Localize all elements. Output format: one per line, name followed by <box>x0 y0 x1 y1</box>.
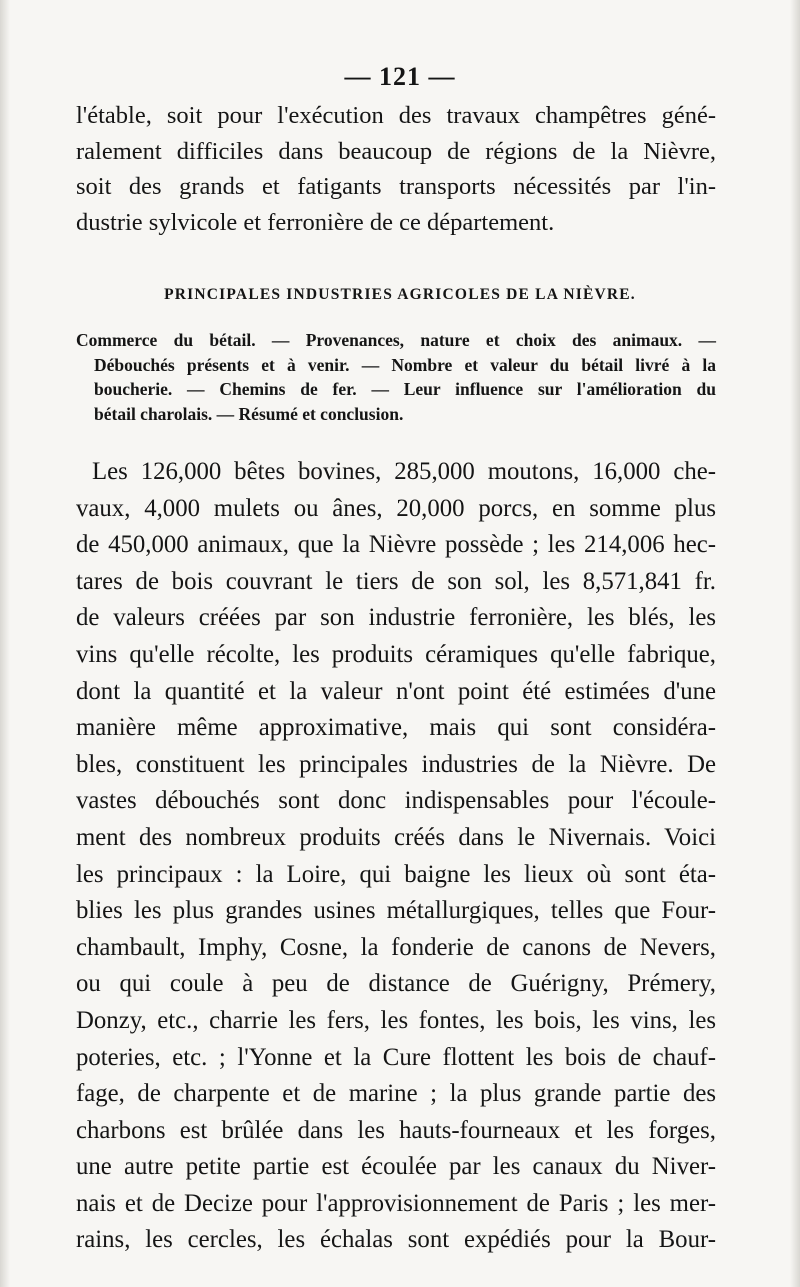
text-line: les principaux : la Loire, qui baigne les lieux où sont éta- <box>76 860 716 888</box>
main-paragraph <box>76 454 716 1259</box>
summary-line: Débouchés présents et à venir. — Nombre et valeur du bétail livré à la <box>94 354 716 375</box>
page-right-edge <box>790 0 800 1287</box>
text-line: Les 126,000 bêtes bovines, 285,000 moutons, 16,000 che- <box>92 458 716 485</box>
text-line: dont la quantité et la valeur n'ont point été estimées d'une <box>76 677 716 705</box>
text-line: ralement difficiles dans beaucoup de régions de la Nièvre, <box>76 137 716 165</box>
text-line: rains, les cercles, les échalas sont expédiés pour la Bour- <box>76 1226 716 1254</box>
text-line: Donzy, etc., charrie les fers, les fontes, les bois, les vins, les <box>76 1006 716 1034</box>
text-line: ment des nombreux produits créés dans le Nivernais. Voici <box>76 823 716 851</box>
text-line: vins qu'elle récolte, les produits céramiques qu'elle fabrique, <box>76 640 716 668</box>
text-line: dustrie sylvicole et ferronière de ce département. <box>76 208 555 236</box>
text-line: nais et de Decize pour l'approvisionnement de Paris ; les mer- <box>76 1189 716 1217</box>
text-line: vaux, 4,000 mulets ou ânes, 20,000 porcs, en somme plus <box>76 494 716 522</box>
summary-line: bétail charolais. — Résumé et conclusion. <box>94 403 404 424</box>
summary-line: Commerce du bétail. — Provenances, nature et choix des animaux. — <box>76 330 716 350</box>
text-line: vastes débouchés sont donc indispensables pour l'écoule- <box>76 787 716 815</box>
text-line: de 450,000 animaux, que la Nièvre possède ; les 214,006 hec- <box>76 531 716 559</box>
opening-paragraph <box>76 98 716 240</box>
text-line: blies les plus grandes usines métallurgiques, telles que Four- <box>76 897 716 925</box>
text-line: charbons est brûlée dans les hauts-fourneaux et les forges, <box>76 1116 716 1144</box>
text-line: de valeurs créées par son industrie ferronière, les blés, les <box>76 604 716 632</box>
text-line: une autre petite partie est écoulée par les canaux du Niver- <box>76 1153 716 1181</box>
text-line: ou qui coule à peu de distance de Guérigny, Prémery, <box>76 970 716 998</box>
text-line: manière même approximative, mais qui sont considéra- <box>76 714 716 742</box>
text-line: tares de bois couvrant le tiers de son sol, les 8,571,841 fr. <box>76 567 716 595</box>
text-line: poteries, etc. ; l'Yonne et la Cure flottent les bois de chauf- <box>76 1043 716 1071</box>
text-line: bles, constituent les principales industries de la Nièvre. De <box>76 750 716 778</box>
text-line: soit des grands et fatigants transports nécessités par l'in- <box>76 173 716 200</box>
text-line: fage, de charpente et de marine ; la plus grande partie des <box>76 1080 716 1108</box>
text-line: chambault, Imphy, Cosne, la fonderie de canons de Nevers, <box>76 933 716 961</box>
page-number: — 121 — <box>344 62 456 91</box>
chapter-summary <box>76 328 716 426</box>
page-left-edge <box>0 0 10 1287</box>
text-line: l'étable, soit pour l'exécution des travaux champêtres géné- <box>76 102 716 129</box>
summary-line: boucherie. — Chemins de fer. — Leur influence sur l'amélioration du <box>94 379 716 399</box>
section-heading: PRINCIPALES INDUSTRIES AGRICOLES DE LA NIÈVRE. <box>164 286 636 303</box>
